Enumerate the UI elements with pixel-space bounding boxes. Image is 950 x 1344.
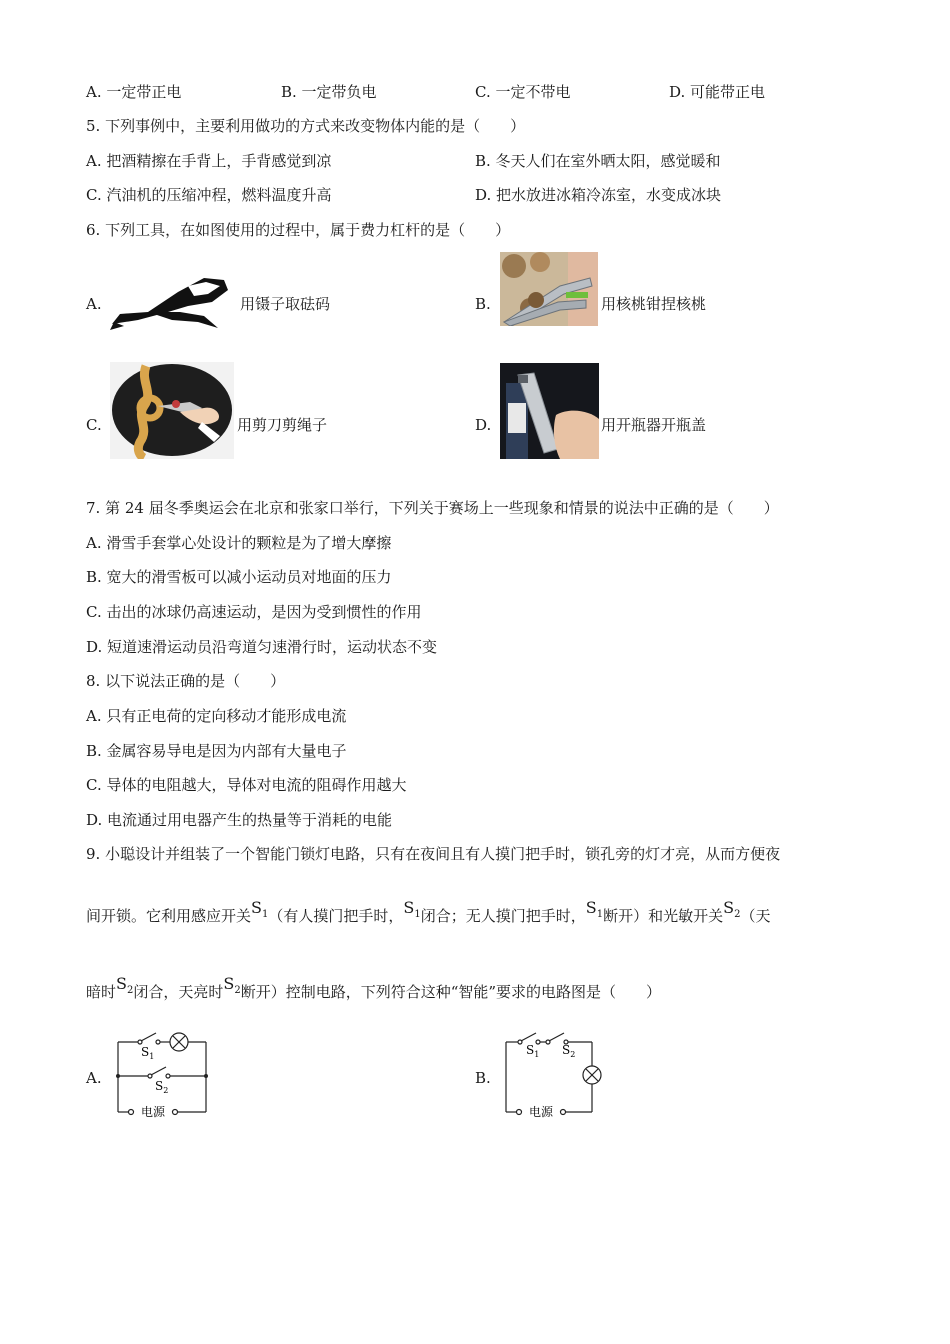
scissors-image — [110, 362, 234, 459]
q7-option-a: A. 滑雪手套掌心处设计的颗粒是为了增大摩擦 — [86, 534, 392, 552]
q7-option-c: C. 击出的冰球仍高速运动，是因为受到惯性的作用 — [86, 603, 422, 621]
circuit-a-label-power: 电源 — [141, 1105, 166, 1119]
circuit-diagram-a — [110, 1024, 220, 1124]
q9-line-3 — [86, 974, 662, 1005]
q9-text-3b: 闭合，天亮时 — [133, 983, 224, 1001]
scissors-icon — [110, 362, 234, 459]
tweezers-image — [108, 272, 236, 334]
circuit-b-label-power: 电源 — [529, 1105, 554, 1119]
bottle-opener-icon — [500, 363, 599, 459]
q6-letter-a: A. — [86, 295, 102, 313]
circuit-a-label-s2: $S_2$ — [155, 1079, 169, 1095]
q5-option-d: D. 把水放进冰箱冷冻室，水变成冰块 — [475, 186, 722, 204]
circuit-a-label-s1: $S_1$ — [141, 1045, 155, 1061]
q5-option-a: A. 把酒精擦在手背上，手背感觉到凉 — [86, 152, 332, 170]
q6-letter-d: D. — [475, 416, 492, 434]
q6-letter-b: B. — [475, 295, 491, 313]
nutcracker-icon — [500, 252, 598, 326]
q5-stem: 5. 下列事例中，主要利用做功的方式来改变物体内能的是（ ） — [86, 117, 526, 135]
q7-option-d: D. 短道速滑运动员沿弯道匀速滑行时，运动状态不变 — [86, 638, 438, 656]
q8-option-b: B. 金属容易导电是因为内部有大量电子 — [86, 742, 347, 760]
nutcracker-image — [500, 252, 598, 326]
q6-stem: 6. 下列工具，在如图使用的过程中，属于费力杠杆的是（ ） — [86, 221, 511, 239]
q7-option-b: B. 宽大的滑雪板可以减小运动员对地面的压力 — [86, 568, 392, 586]
q9-text-3c: 断开）控制电路，下列符合这种“智能”要求的电路图是（ ） — [240, 983, 662, 1001]
q8-option-c: C. 导体的电阻越大，导体对电流的阻碍作用越大 — [86, 776, 407, 794]
q9-symbol-s1-b: $S_1$ — [403, 898, 421, 920]
q5-option-c: C. 汽油机的压缩冲程，燃料温度升高 — [86, 186, 332, 204]
q9-symbol-s2-c: $S_2$ — [223, 974, 241, 996]
q9-text-2e: （天 — [740, 907, 771, 925]
q6-letter-c: C. — [86, 416, 102, 434]
q9-text-2a: 间开锁。它利用感应开关 — [86, 907, 252, 925]
q9-symbol-s1: $S_1$ — [251, 898, 269, 920]
q9-symbol-s2-b: $S_2$ — [116, 974, 134, 996]
q9-symbol-s1-c: $S_1$ — [585, 898, 604, 920]
circuit-b-label-s2: $S_2$ — [562, 1043, 576, 1059]
q4-option-d: D. 可能带正电 — [669, 83, 766, 101]
q6-caption-d: 用开瓶器开瓶盖 — [601, 416, 707, 434]
circuit-diagram-b — [498, 1024, 608, 1124]
q9-line-2 — [86, 898, 771, 929]
q6-caption-b: 用核桃钳捏核桃 — [601, 295, 707, 313]
circuit-b-label-s1: $S_1$ — [526, 1043, 540, 1059]
q9-text-2b: （有人摸门把手时， — [268, 907, 404, 925]
q6-caption-c: 用剪刀剪绳子 — [237, 416, 328, 434]
q4-option-c: C. 一定不带电 — [475, 83, 571, 101]
q9-letter-b: B. — [475, 1069, 491, 1087]
q8-option-a: A. 只有正电荷的定向移动才能形成电流 — [86, 707, 347, 725]
q7-stem: 7. 第 24 届冬季奥运会在北京和张家口举行，下列关于赛场上一些现象和情景的说法中正确的是（ ） — [86, 499, 779, 517]
q9-letter-a: A. — [86, 1069, 102, 1087]
tweezers-icon — [108, 272, 236, 334]
q8-stem: 8. 以下说法正确的是（ ） — [86, 672, 286, 690]
q9-symbol-s2: $S_2$ — [723, 898, 741, 920]
bottle-opener-image — [500, 363, 599, 459]
q6-caption-a: 用镊子取砝码 — [240, 295, 331, 313]
q9-line-1: 9. 小聪设计并组装了一个智能门锁灯电路，只有在夜间且有人摸门把手时，锁孔旁的灯才亮，从而方便夜 — [86, 845, 781, 863]
q5-option-b: B. 冬天人们在室外晒太阳，感觉暖和 — [475, 152, 721, 170]
q9-text-2d: 断开）和光敏开关 — [603, 907, 724, 925]
q9-text-3a: 暗时 — [86, 983, 117, 1001]
q8-option-d: D. 电流通过用电器产生的热量等于消耗的电能 — [86, 811, 393, 829]
q9-text-2c: 闭合；无人摸门把手时， — [420, 907, 586, 925]
q4-option-b: B. 一定带负电 — [281, 83, 377, 101]
q4-option-a: A. 一定带正电 — [86, 83, 182, 101]
